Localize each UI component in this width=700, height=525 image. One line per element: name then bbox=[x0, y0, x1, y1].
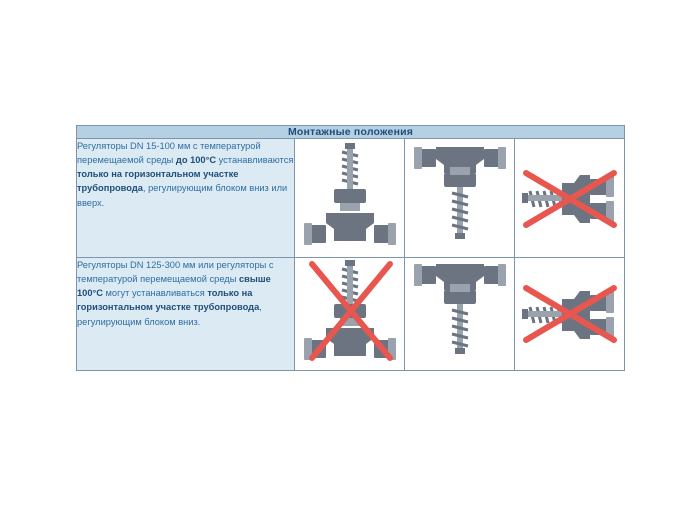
table-row bbox=[77, 139, 625, 258]
table-header-row bbox=[77, 126, 625, 139]
table-row bbox=[77, 258, 625, 371]
valve-vertical-down-icon bbox=[296, 139, 404, 257]
valve-horizontal-icon bbox=[516, 139, 624, 257]
row-1-figure-vertical-up bbox=[405, 139, 515, 258]
mounting-positions-table bbox=[76, 125, 625, 371]
valve-vertical-up-icon bbox=[406, 258, 514, 370]
mounting-positions-table-wrapper bbox=[76, 125, 624, 371]
valve-horizontal-icon bbox=[516, 258, 624, 370]
row-1-description: Регуляторы DN 15-100 мм с температурой перемещаемой среды до 100°С устанавливаются только на горизонтальном участке трубопровода, регулирующим блоком вниз или вверх. bbox=[77, 139, 295, 258]
valve-vertical-up-icon bbox=[406, 139, 514, 257]
valve-vertical-down-icon bbox=[296, 258, 404, 370]
row-2-figure-vertical-up bbox=[405, 258, 515, 371]
row-2-figure-horizontal bbox=[515, 258, 625, 371]
row-2-figure-vertical-down bbox=[295, 258, 405, 371]
table-title: Монтажные положения bbox=[77, 126, 625, 139]
row-1-figure-horizontal bbox=[515, 139, 625, 258]
row-1-figure-vertical-down bbox=[295, 139, 405, 258]
row-2-description: Регуляторы DN 125-300 мм или регуляторы с температурой перемещаемой среды свыше 100°С могут устанавливаться только на горизонтальном участке трубопровода, регулирующим блоком вниз. bbox=[77, 258, 295, 371]
